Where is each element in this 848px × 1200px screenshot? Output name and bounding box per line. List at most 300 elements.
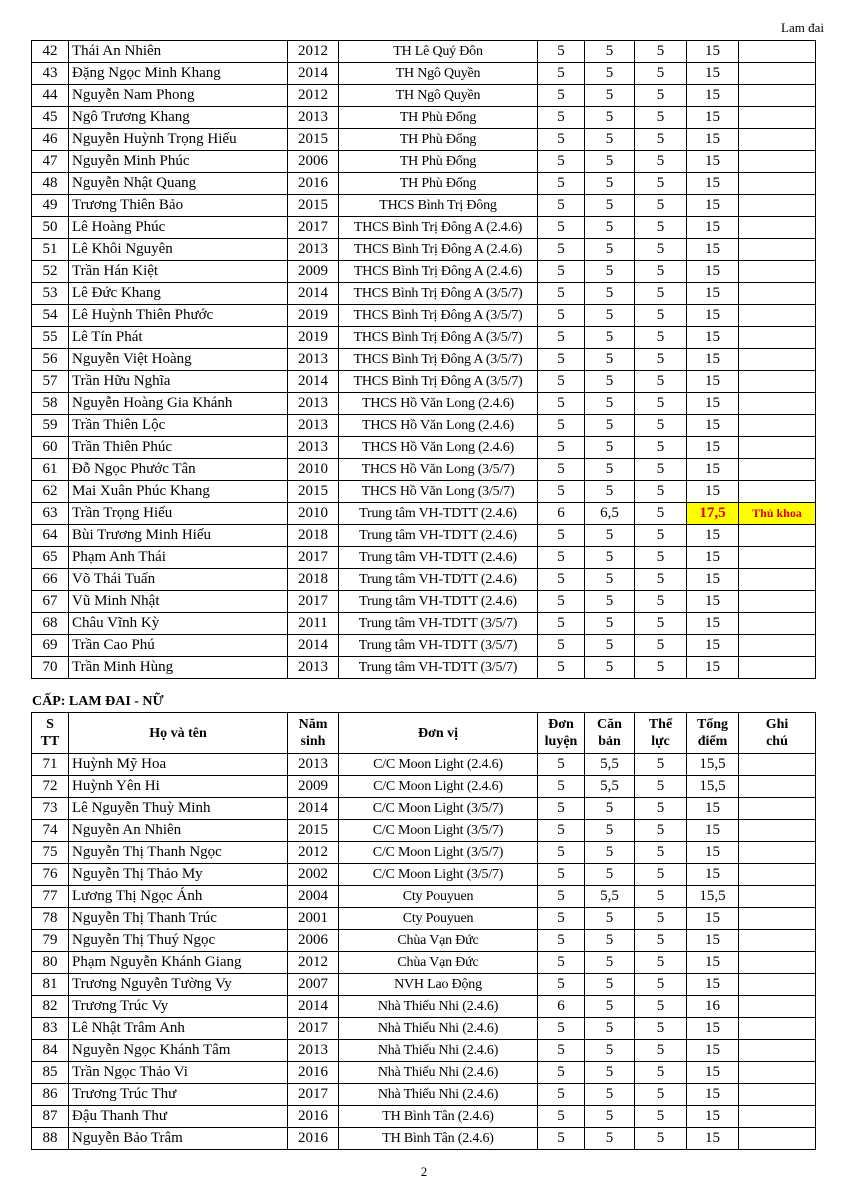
cell-form: 5 xyxy=(538,481,585,503)
cell-name: Lê Tín Phát xyxy=(69,327,288,349)
cell-fitness: 5 xyxy=(635,415,687,437)
cell-fitness: 5 xyxy=(635,613,687,635)
cell-fitness: 5 xyxy=(635,864,687,886)
cell-total: 15 xyxy=(687,173,739,195)
cell-birth-year: 2013 xyxy=(288,754,339,776)
cell-name: Bùi Trương Minh Hiếu xyxy=(69,525,288,547)
cell-note xyxy=(739,1040,816,1062)
cell-total: 15 xyxy=(687,151,739,173)
cell-name: Lê Huỳnh Thiên Phước xyxy=(69,305,288,327)
cell-form: 5 xyxy=(538,107,585,129)
cell-stt: 78 xyxy=(32,908,69,930)
cell-fitness: 5 xyxy=(635,437,687,459)
cell-form: 5 xyxy=(538,85,585,107)
cell-note xyxy=(739,217,816,239)
cell-total: 15 xyxy=(687,952,739,974)
cell-basic: 5 xyxy=(585,349,635,371)
table-row xyxy=(32,820,816,842)
table-row xyxy=(32,547,816,569)
cell-name: Đậu Thanh Thư xyxy=(69,1106,288,1128)
cell-basic: 5 xyxy=(585,591,635,613)
cell-basic: 5 xyxy=(585,613,635,635)
cell-birth-year: 2018 xyxy=(288,569,339,591)
cell-unit: C/C Moon Light (3/5/7) xyxy=(339,798,538,820)
cell-stt: 57 xyxy=(32,371,69,393)
cell-name: Nguyễn An Nhiên xyxy=(69,820,288,842)
table-header-row xyxy=(32,713,816,754)
cell-note xyxy=(739,327,816,349)
cell-form: 5 xyxy=(538,371,585,393)
cell-note xyxy=(739,305,816,327)
cell-form: 5 xyxy=(538,415,585,437)
cell-birth-year: 2011 xyxy=(288,613,339,635)
cell-birth-year: 2013 xyxy=(288,349,339,371)
table-row xyxy=(32,886,816,908)
table-row xyxy=(32,1128,816,1150)
cell-basic: 5 xyxy=(585,415,635,437)
cell-stt: 79 xyxy=(32,930,69,952)
cell-name: Trần Cao Phú xyxy=(69,635,288,657)
cell-fitness: 5 xyxy=(635,886,687,908)
cell-basic: 6,5 xyxy=(585,503,635,525)
cell-stt: 49 xyxy=(32,195,69,217)
cell-name: Trần Thiên Lộc xyxy=(69,415,288,437)
table-row xyxy=(32,437,816,459)
cell-birth-year: 2017 xyxy=(288,1018,339,1040)
cell-form: 6 xyxy=(538,996,585,1018)
cell-unit: TH Phù Đổng xyxy=(339,173,538,195)
header-form: Đơn luyện xyxy=(538,713,585,754)
cell-stt: 76 xyxy=(32,864,69,886)
cell-total: 15 xyxy=(687,842,739,864)
header-unit: Đơn vị xyxy=(339,713,538,754)
table-row xyxy=(32,613,816,635)
cell-birth-year: 2014 xyxy=(288,371,339,393)
cell-basic: 5 xyxy=(585,459,635,481)
cell-fitness: 5 xyxy=(635,63,687,85)
cell-form: 5 xyxy=(538,1040,585,1062)
cell-basic: 5 xyxy=(585,393,635,415)
cell-unit: Chùa Vạn Đức xyxy=(339,952,538,974)
cell-note xyxy=(739,930,816,952)
table-row xyxy=(32,1040,816,1062)
cell-form: 5 xyxy=(538,261,585,283)
cell-stt: 82 xyxy=(32,996,69,1018)
cell-birth-year: 2014 xyxy=(288,996,339,1018)
page-number: 2 xyxy=(420,1164,428,1179)
cell-note xyxy=(739,820,816,842)
cell-total: 15 xyxy=(687,129,739,151)
cell-basic: 5 xyxy=(585,107,635,129)
cell-name: Nguyễn Nhật Quang xyxy=(69,173,288,195)
cell-unit: TH Ngô Quyền xyxy=(339,85,538,107)
cell-stt: 62 xyxy=(32,481,69,503)
cell-form: 5 xyxy=(538,1106,585,1128)
cell-unit: C/C Moon Light (3/5/7) xyxy=(339,820,538,842)
table-row xyxy=(32,305,816,327)
table-row xyxy=(32,129,816,151)
cell-total: 15 xyxy=(687,239,739,261)
cell-form: 5 xyxy=(538,327,585,349)
cell-note xyxy=(739,1128,816,1150)
cell-name: Nguyễn Thị Thanh Trúc xyxy=(69,908,288,930)
cell-total: 15 xyxy=(687,1106,739,1128)
cell-stt: 60 xyxy=(32,437,69,459)
cell-note xyxy=(739,437,816,459)
cell-form: 5 xyxy=(538,173,585,195)
cell-note xyxy=(739,1106,816,1128)
cell-unit: THCS Bình Trị Đông A (3/5/7) xyxy=(339,305,538,327)
results-table-female xyxy=(31,712,816,1150)
cell-basic: 5,5 xyxy=(585,754,635,776)
table-row xyxy=(32,481,816,503)
cell-unit: Trung tâm VH-TDTT (2.4.6) xyxy=(339,591,538,613)
table-row xyxy=(32,283,816,305)
cell-stt: 56 xyxy=(32,349,69,371)
cell-stt: 64 xyxy=(32,525,69,547)
cell-name: Võ Thái Tuấn xyxy=(69,569,288,591)
cell-note xyxy=(739,151,816,173)
cell-birth-year: 2010 xyxy=(288,459,339,481)
cell-fitness: 5 xyxy=(635,1018,687,1040)
table-row xyxy=(32,591,816,613)
cell-basic: 5 xyxy=(585,842,635,864)
cell-stt: 69 xyxy=(32,635,69,657)
cell-name: Đỗ Ngọc Phước Tân xyxy=(69,459,288,481)
cell-unit: THCS Hồ Văn Long (2.4.6) xyxy=(339,393,538,415)
cell-basic: 5 xyxy=(585,217,635,239)
cell-total: 15 xyxy=(687,974,739,996)
cell-birth-year: 2014 xyxy=(288,283,339,305)
cell-fitness: 5 xyxy=(635,1128,687,1150)
cell-total: 15 xyxy=(687,1040,739,1062)
cell-birth-year: 2017 xyxy=(288,1084,339,1106)
header-total: Tổng điểm xyxy=(687,713,739,754)
cell-note xyxy=(739,107,816,129)
cell-stt: 85 xyxy=(32,1062,69,1084)
cell-name: Châu Vĩnh Kỳ xyxy=(69,613,288,635)
cell-fitness: 5 xyxy=(635,952,687,974)
cell-total: 15 xyxy=(687,107,739,129)
cell-stt: 43 xyxy=(32,63,69,85)
cell-name: Ngô Trương Khang xyxy=(69,107,288,129)
cell-name: Trần Hữu Nghĩa xyxy=(69,371,288,393)
cell-basic: 5 xyxy=(585,1062,635,1084)
table-row xyxy=(32,974,816,996)
cell-total: 15 xyxy=(687,569,739,591)
cell-note xyxy=(739,798,816,820)
cell-name: Nguyễn Minh Phúc xyxy=(69,151,288,173)
cell-form: 5 xyxy=(538,842,585,864)
cell-unit: TH Phù Đổng xyxy=(339,129,538,151)
cell-fitness: 5 xyxy=(635,349,687,371)
cell-birth-year: 2013 xyxy=(288,1040,339,1062)
cell-note xyxy=(739,547,816,569)
cell-total: 17,5 xyxy=(687,503,739,525)
cell-unit: THCS Hồ Văn Long (2.4.6) xyxy=(339,437,538,459)
cell-name: Lương Thị Ngọc Ánh xyxy=(69,886,288,908)
cell-unit: Chùa Vạn Đức xyxy=(339,930,538,952)
cell-fitness: 5 xyxy=(635,908,687,930)
cell-fitness: 5 xyxy=(635,283,687,305)
cell-form: 5 xyxy=(538,798,585,820)
cell-unit: Trung tâm VH-TDTT (2.4.6) xyxy=(339,503,538,525)
cell-name: Nguyễn Thị Thanh Ngọc xyxy=(69,842,288,864)
cell-total: 16 xyxy=(687,996,739,1018)
cell-birth-year: 2001 xyxy=(288,908,339,930)
cell-name: Vũ Minh Nhật xyxy=(69,591,288,613)
cell-note xyxy=(739,173,816,195)
cell-stt: 81 xyxy=(32,974,69,996)
cell-unit: Nhà Thiếu Nhi (2.4.6) xyxy=(339,1084,538,1106)
cell-fitness: 5 xyxy=(635,327,687,349)
table-row xyxy=(32,842,816,864)
cell-birth-year: 2015 xyxy=(288,820,339,842)
cell-name: Mai Xuân Phúc Khang xyxy=(69,481,288,503)
cell-total: 15 xyxy=(687,195,739,217)
cell-basic: 5 xyxy=(585,657,635,679)
table-row xyxy=(32,327,816,349)
cell-birth-year: 2012 xyxy=(288,952,339,974)
cell-fitness: 5 xyxy=(635,569,687,591)
cell-basic: 5 xyxy=(585,85,635,107)
cell-total: 15 xyxy=(687,1128,739,1150)
cell-stt: 68 xyxy=(32,613,69,635)
cell-fitness: 5 xyxy=(635,930,687,952)
cell-stt: 53 xyxy=(32,283,69,305)
cell-basic: 5 xyxy=(585,305,635,327)
cell-stt: 75 xyxy=(32,842,69,864)
cell-note xyxy=(739,864,816,886)
cell-stt: 87 xyxy=(32,1106,69,1128)
table-row xyxy=(32,239,816,261)
cell-fitness: 5 xyxy=(635,974,687,996)
cell-fitness: 5 xyxy=(635,85,687,107)
table-row xyxy=(32,1018,816,1040)
cell-unit: THCS Bình Trị Đông A (2.4.6) xyxy=(339,261,538,283)
cell-unit: NVH Lao Động xyxy=(339,974,538,996)
cell-name: Trần Minh Hùng xyxy=(69,657,288,679)
cell-note xyxy=(739,776,816,798)
cell-note xyxy=(739,996,816,1018)
cell-name: Trần Trọng Hiếu xyxy=(69,503,288,525)
cell-unit: Trung tâm VH-TDTT (3/5/7) xyxy=(339,613,538,635)
cell-birth-year: 2016 xyxy=(288,1062,339,1084)
cell-total: 15 xyxy=(687,41,739,63)
cell-stt: 66 xyxy=(32,569,69,591)
cell-form: 5 xyxy=(538,657,585,679)
table-row xyxy=(32,635,816,657)
cell-name: Nguyễn Huỳnh Trọng Hiếu xyxy=(69,129,288,151)
table-row xyxy=(32,1106,816,1128)
table-row xyxy=(32,261,816,283)
cell-form: 5 xyxy=(538,820,585,842)
header-birth-year: Năm sinh xyxy=(288,713,339,754)
cell-note xyxy=(739,481,816,503)
cell-form: 5 xyxy=(538,1018,585,1040)
cell-unit: Trung tâm VH-TDTT (3/5/7) xyxy=(339,635,538,657)
cell-total: 15 xyxy=(687,459,739,481)
cell-birth-year: 2013 xyxy=(288,393,339,415)
cell-unit: THCS Bình Trị Đông A (2.4.6) xyxy=(339,239,538,261)
cell-stt: 74 xyxy=(32,820,69,842)
cell-unit: THCS Bình Trị Đông xyxy=(339,195,538,217)
cell-basic: 5 xyxy=(585,798,635,820)
cell-fitness: 5 xyxy=(635,776,687,798)
cell-form: 5 xyxy=(538,930,585,952)
cell-name: Nguyễn Bảo Trâm xyxy=(69,1128,288,1150)
cell-total: 15 xyxy=(687,864,739,886)
table-row xyxy=(32,1062,816,1084)
table-row xyxy=(32,459,816,481)
cell-stt: 55 xyxy=(32,327,69,349)
cell-birth-year: 2009 xyxy=(288,776,339,798)
cell-basic: 5 xyxy=(585,1128,635,1150)
cell-fitness: 5 xyxy=(635,217,687,239)
cell-stt: 47 xyxy=(32,151,69,173)
table-row xyxy=(32,657,816,679)
cell-form: 5 xyxy=(538,217,585,239)
cell-basic: 5 xyxy=(585,1084,635,1106)
cell-stt: 52 xyxy=(32,261,69,283)
cell-total: 15 xyxy=(687,1062,739,1084)
cell-total: 15,5 xyxy=(687,886,739,908)
cell-fitness: 5 xyxy=(635,503,687,525)
cell-birth-year: 2013 xyxy=(288,239,339,261)
cell-form: 5 xyxy=(538,459,585,481)
cell-basic: 5 xyxy=(585,974,635,996)
cell-total: 15 xyxy=(687,437,739,459)
cell-basic: 5 xyxy=(585,547,635,569)
cell-stt: 73 xyxy=(32,798,69,820)
cell-fitness: 5 xyxy=(635,129,687,151)
cell-unit: THCS Hồ Văn Long (2.4.6) xyxy=(339,415,538,437)
cell-stt: 58 xyxy=(32,393,69,415)
cell-birth-year: 2017 xyxy=(288,547,339,569)
cell-unit: Nhà Thiếu Nhi (2.4.6) xyxy=(339,1062,538,1084)
cell-form: 5 xyxy=(538,591,585,613)
cell-note xyxy=(739,1062,816,1084)
cell-form: 5 xyxy=(538,908,585,930)
cell-birth-year: 2016 xyxy=(288,1106,339,1128)
cell-unit: TH Lê Quý Đôn xyxy=(339,41,538,63)
cell-form: 5 xyxy=(538,195,585,217)
cell-birth-year: 2012 xyxy=(288,41,339,63)
cell-note: Thủ khoa xyxy=(739,503,816,525)
cell-stt: 71 xyxy=(32,754,69,776)
cell-total: 15 xyxy=(687,525,739,547)
cell-birth-year: 2019 xyxy=(288,305,339,327)
cell-stt: 48 xyxy=(32,173,69,195)
cell-form: 5 xyxy=(538,864,585,886)
cell-basic: 5 xyxy=(585,864,635,886)
table-row xyxy=(32,996,816,1018)
cell-total: 15 xyxy=(687,930,739,952)
table-row xyxy=(32,798,816,820)
cell-name: Trần Hán Kiệt xyxy=(69,261,288,283)
cell-form: 5 xyxy=(538,974,585,996)
cell-birth-year: 2018 xyxy=(288,525,339,547)
cell-birth-year: 2015 xyxy=(288,129,339,151)
cell-note xyxy=(739,85,816,107)
table-row xyxy=(32,776,816,798)
cell-birth-year: 2004 xyxy=(288,886,339,908)
cell-name: Lê Nhật Trâm Anh xyxy=(69,1018,288,1040)
cell-stt: 42 xyxy=(32,41,69,63)
cell-name: Trương Trúc Thư xyxy=(69,1084,288,1106)
cell-stt: 86 xyxy=(32,1084,69,1106)
cell-fitness: 5 xyxy=(635,1084,687,1106)
table-row xyxy=(32,173,816,195)
cell-note xyxy=(739,349,816,371)
table-row xyxy=(32,41,816,63)
cell-unit: Cty Pouyuen xyxy=(339,908,538,930)
cell-basic: 5 xyxy=(585,151,635,173)
cell-basic: 5 xyxy=(585,327,635,349)
cell-total: 15 xyxy=(687,415,739,437)
cell-birth-year: 2013 xyxy=(288,437,339,459)
cell-basic: 5 xyxy=(585,437,635,459)
cell-stt: 67 xyxy=(32,591,69,613)
cell-note xyxy=(739,261,816,283)
cell-note xyxy=(739,393,816,415)
cell-note xyxy=(739,195,816,217)
cell-stt: 54 xyxy=(32,305,69,327)
cell-basic: 5 xyxy=(585,996,635,1018)
cell-fitness: 5 xyxy=(635,591,687,613)
cell-note xyxy=(739,1018,816,1040)
cell-basic: 5 xyxy=(585,569,635,591)
cell-birth-year: 2014 xyxy=(288,798,339,820)
table-row xyxy=(32,569,816,591)
cell-birth-year: 2013 xyxy=(288,107,339,129)
header-fitness: Thể lực xyxy=(635,713,687,754)
cell-fitness: 5 xyxy=(635,371,687,393)
cell-fitness: 5 xyxy=(635,547,687,569)
cell-stt: 65 xyxy=(32,547,69,569)
cell-stt: 84 xyxy=(32,1040,69,1062)
cell-stt: 61 xyxy=(32,459,69,481)
table-row xyxy=(32,151,816,173)
cell-total: 15,5 xyxy=(687,754,739,776)
cell-unit: C/C Moon Light (2.4.6) xyxy=(339,776,538,798)
cell-basic: 5,5 xyxy=(585,776,635,798)
cell-unit: Trung tâm VH-TDTT (3/5/7) xyxy=(339,657,538,679)
cell-form: 5 xyxy=(538,1128,585,1150)
header-basic: Căn bản xyxy=(585,713,635,754)
cell-name: Nguyễn Thị Thảo My xyxy=(69,864,288,886)
cell-unit: THCS Hồ Văn Long (3/5/7) xyxy=(339,459,538,481)
cell-note xyxy=(739,283,816,305)
cell-basic: 5 xyxy=(585,1040,635,1062)
cell-fitness: 5 xyxy=(635,842,687,864)
cell-birth-year: 2009 xyxy=(288,261,339,283)
cell-stt: 70 xyxy=(32,657,69,679)
cell-birth-year: 2012 xyxy=(288,85,339,107)
cell-fitness: 5 xyxy=(635,996,687,1018)
cell-birth-year: 2010 xyxy=(288,503,339,525)
cell-note xyxy=(739,371,816,393)
cell-basic: 5,5 xyxy=(585,886,635,908)
cell-name: Nguyễn Ngọc Khánh Tâm xyxy=(69,1040,288,1062)
cell-name: Huỳnh Yên Hi xyxy=(69,776,288,798)
cell-note xyxy=(739,613,816,635)
cell-birth-year: 2013 xyxy=(288,415,339,437)
cell-birth-year: 2006 xyxy=(288,151,339,173)
cell-basic: 5 xyxy=(585,261,635,283)
cell-basic: 5 xyxy=(585,1106,635,1128)
table-row xyxy=(32,371,816,393)
